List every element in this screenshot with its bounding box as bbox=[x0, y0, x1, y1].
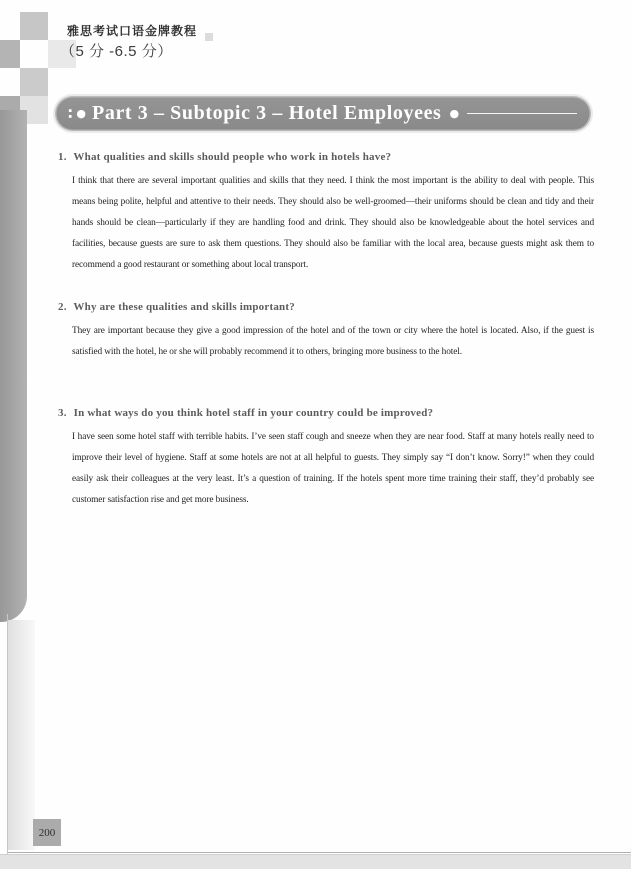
page-bottom-edge bbox=[8, 852, 631, 853]
question-number: 1. bbox=[58, 151, 67, 163]
answer-paragraph: I think that there are several important qualities and skills that they need. I think the most important is the ability to deal with people. This means being polite, helpful and attentive to their needs. They should also be well-groomed—their uniforms should be clean and tidy and their hands should be clean—particularly if they are handling food and drink. They should also be knowledgeable about the hotel services and facilities, because guests are sure to ask them questions. They should also be familiar with the local area, because guests might ask them to recommend a good restaurant or something about local transport. bbox=[72, 176, 594, 270]
banner-rule bbox=[467, 113, 577, 114]
answer-paragraph: I have seen some hotel staff with terrible habits. I’ve seen staff cough and sneeze when they are near food. Staff at many hotels really need to improve their level of hygiene. Staff at some hotels are not at all helpful to guests. They simply say “I don’t know. Sorry!” when they could easily ask their colleagues at the very least. It’s a question of training. If the hotels spent more time training their staff, they’d probably see customer satisfaction rise and get more business. bbox=[72, 432, 594, 505]
section-banner bbox=[55, 96, 591, 131]
question-heading bbox=[58, 301, 594, 313]
page-curve-shadow bbox=[8, 620, 35, 850]
question-heading bbox=[58, 407, 594, 419]
banner-end-bullet-icon: ● bbox=[449, 107, 460, 120]
qa-block-2 bbox=[0, 301, 631, 363]
question-number: 2. bbox=[58, 301, 67, 313]
scan-edge-checker-cell bbox=[20, 12, 48, 40]
scan-edge-checker-cell bbox=[20, 68, 48, 96]
book-header bbox=[60, 22, 197, 61]
banner-bullet-icon: ● bbox=[76, 107, 87, 120]
book-series-title: 雅思考试口语金牌教程 bbox=[67, 24, 198, 38]
scan-edge-checker-cell bbox=[0, 40, 20, 68]
scan-background-strip bbox=[0, 854, 631, 869]
book-level-range: （5 分 -6.5 分） bbox=[60, 43, 173, 60]
question-text: What qualities and skills should people who work in hotels have? bbox=[73, 151, 392, 163]
banner-dots-icon: ∶ bbox=[68, 104, 73, 123]
question-text: Why are these qualities and skills important? bbox=[73, 301, 295, 313]
page-edge-line bbox=[7, 614, 8, 854]
scan-artifact bbox=[205, 33, 213, 41]
section-title: Part 3 – Subtopic 3 – Hotel Employees bbox=[92, 102, 442, 124]
answer-paragraph: They are important because they give a good impression of the hotel and of the town or city where the hotel is located. Also, if the guest is satisfied with the hotel, he or she will probably recommend it to others, bringing more business to the hotel. bbox=[72, 326, 594, 357]
page-number: 200 bbox=[33, 819, 61, 846]
question-heading bbox=[58, 151, 594, 163]
qa-block-3 bbox=[0, 407, 631, 511]
qa-block-1 bbox=[0, 151, 631, 276]
question-text: In what ways do you think hotel staff in your country could be improved? bbox=[73, 407, 434, 419]
question-number: 3. bbox=[58, 407, 67, 419]
